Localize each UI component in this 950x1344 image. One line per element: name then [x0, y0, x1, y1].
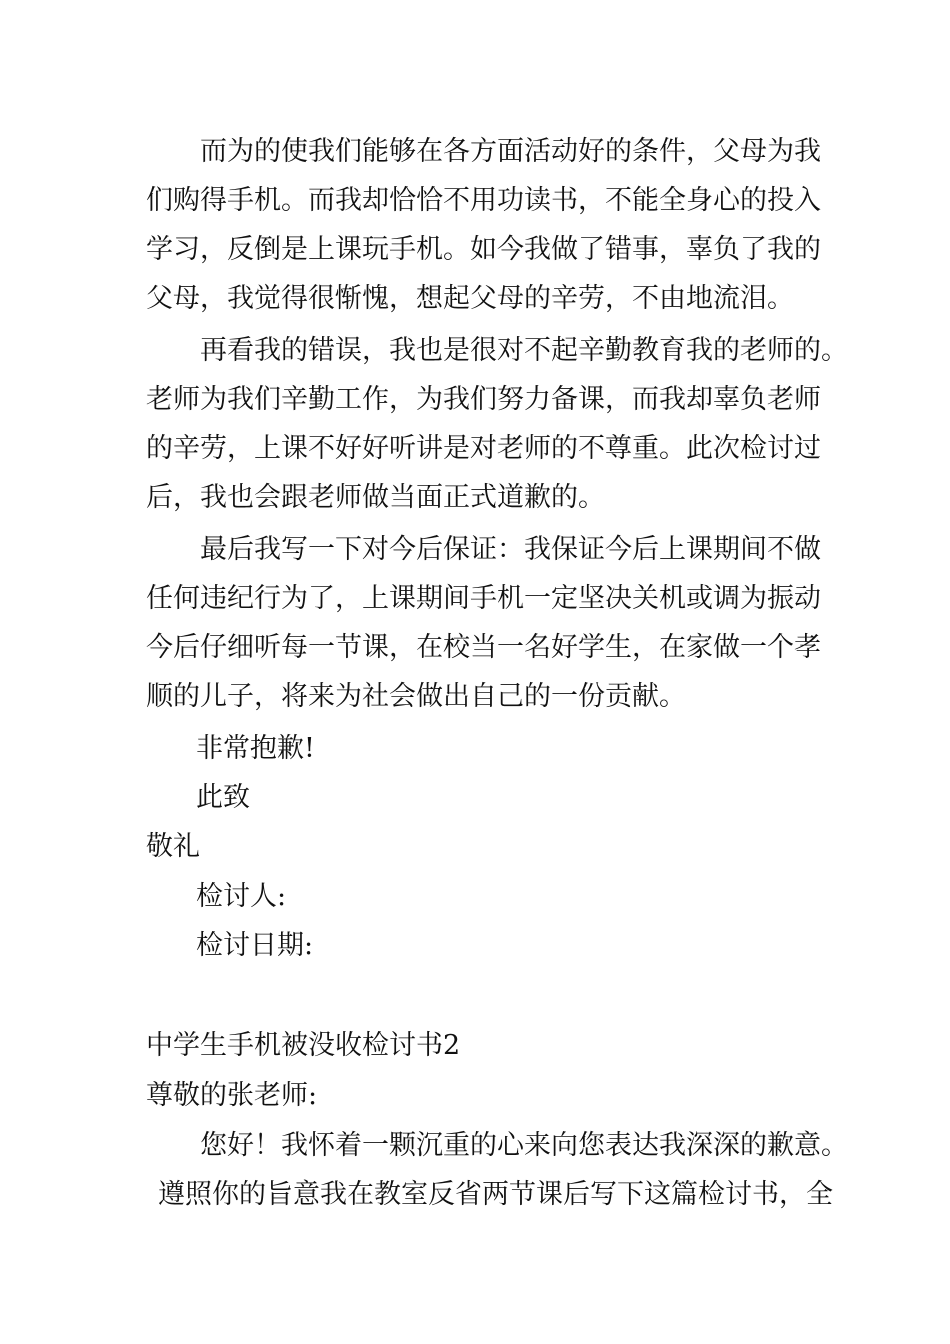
- paragraph-3-line-4: 顺的儿子，将来为社会做出自己的一份贡献。: [146, 681, 686, 712]
- closing-line-2: 敬礼: [146, 831, 200, 862]
- date-label: 检讨日期:: [196, 930, 314, 961]
- paragraph-1-line-1: 而为的使我们能够在各方面活动好的条件，父母为我: [200, 136, 821, 167]
- paragraph-1-line-4: 父母，我觉得很惭愧，想起父母的辛劳，不由地流泪。: [146, 283, 794, 314]
- closing-line-1: 此致: [196, 782, 250, 813]
- paragraph-2-line-4: 后，我也会跟老师做当面正式道歉的。: [146, 482, 605, 513]
- paragraph-3-line-3: 今后仔细听每一节课，在校当一名好学生，在家做一个孝: [146, 632, 821, 663]
- paragraph-4-line-1: 您好！我怀着一颗沉重的心来向您表达我深深的歉意。: [200, 1130, 848, 1161]
- paragraph-3-line-1: 最后我写一下对今后保证：我保证今后上课期间不做: [200, 534, 821, 565]
- signer-label: 检讨人:: [196, 881, 287, 912]
- paragraph-4-line-2: 遵照你的旨意我在教室反省两节课后写下这篇检讨书，全: [158, 1179, 833, 1210]
- apology-line: 非常抱歉!: [196, 733, 315, 764]
- paragraph-2-line-1: 再看我的错误，我也是很对不起辛勤教育我的老师的。: [200, 335, 848, 366]
- paragraph-1-line-3: 学习，反倒是上课玩手机。如今我做了错事，辜负了我的: [146, 234, 821, 265]
- section-title: 中学生手机被没收检讨书2: [146, 1030, 461, 1061]
- paragraph-2-line-3: 的辛劳，上课不好好听讲是对老师的不尊重。此次检讨过: [146, 433, 821, 464]
- paragraph-2-line-2: 老师为我们辛勤工作，为我们努力备课，而我却辜负老师: [146, 384, 821, 415]
- salutation: 尊敬的张老师:: [146, 1080, 318, 1111]
- paragraph-3-line-2: 任何违纪行为了，上课期间手机一定坚决关机或调为振动: [146, 583, 821, 614]
- paragraph-1-line-2: 们购得手机。而我却恰恰不用功读书，不能全身心的投入: [146, 185, 821, 216]
